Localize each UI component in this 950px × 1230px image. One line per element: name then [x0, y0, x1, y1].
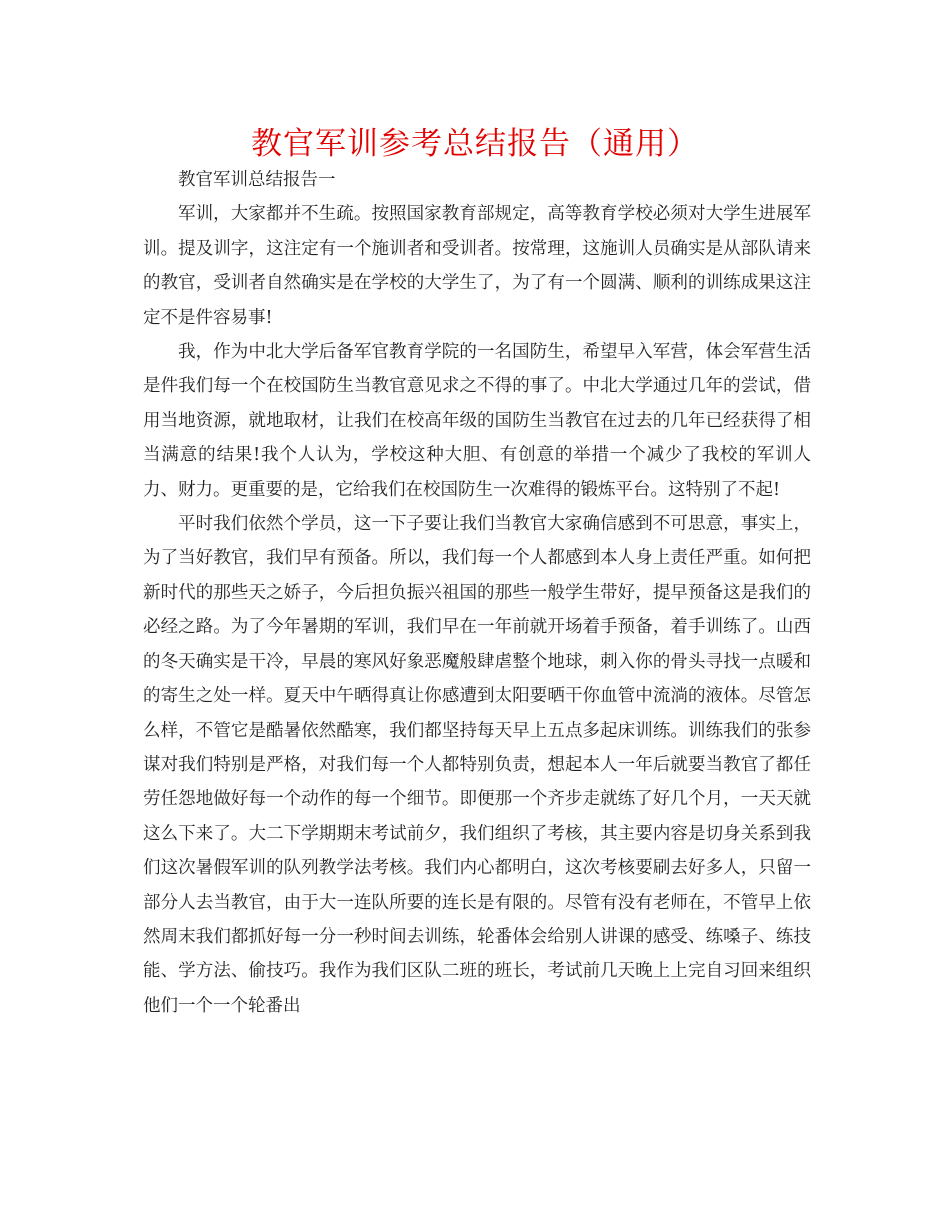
document-title: 教官军训参考总结报告（通用）	[251, 126, 699, 162]
paragraph-3: 平时我们依然个学员，这一下子要让我们当教官大家确信感到不可思意，事实上，为了当好教官，我们早有预备。所以，我们每一个人都感到本人身上责任严重。如何把新时代的那些天之娇子，今后担负振兴祖国的那些一般学生带好，提早预备这是我们的必经之路。为了今年暑期的军训，我们早在一年前就开场着手预备，着手训练了。山西的冬天确实是干冷，早晨的寒风好象恶魔般肆虐整个地球，刺入你的骨头寻找一点暖和的寄生之处一样。夏天中午晒得真让你感遭到太阳要晒干你血管中流淌的液体。尽管怎么样，不管它是酷暑依然酷寒，我们都坚持每天早上五点多起床训练。训练我们的张参谋对我们特别是严格，对我们每一个人都特别负责，想起本人一年后就要当教官了都任劳任怨地做好每一个动作的每一个细节。即便那一个齐步走就练了好几个月，一天天就这么下来了。大二下学期期末考试前夕，我们组织了考核，其主要内容是切身关系到我们这次暑假军训的队列教学法考核。我们内心都明白，这次考核要刷去好多人，只留一部分人去当教官，由于大一连队所要的连长是有限的。尽管有没有老师在，不管早上依然周末我们都抓好每一分一秒时间去训练，轮番体会给别人讲课的感受、练嗓子、练技能、学方法、偷技巧。我作为我们区队二班的班长，考试前几天晚上上完自习回来组织他们一个一个轮番出	[143, 514, 811, 1016]
paragraph-1: 军训，大家都并不生疏。按照国家教育部规定，高等教育学校必须对大学生进展军训。提及训字，这注定有一个施训者和受训者。按常理，这施训人员确实是从部队请来的教官，受训者自然确实是在学校的大学生了，为了有一个圆满、顺利的训练成果这注定不是件容易事!	[143, 204, 811, 328]
section-heading: 教官军训总结报告一	[178, 170, 336, 190]
document-body	[143, 163, 811, 1023]
paragraph-2: 我，作为中北大学后备军官教育学院的一名国防生，希望早入军营，体会军营生活是件我们每一个在校国防生当教官意见求之不得的事了。中北大学通过几年的尝试，借用当地资源，就地取材，让我们在校高年级的国防生当教官在过去的几年已经获得了相当满意的结果!我个人认为，学校这种大胆、有创意的举措一个减少了我校的军训人力、财力。更重要的是，它给我们在校国防生一次难得的锻炼平台。这特别了不起!	[143, 342, 811, 500]
